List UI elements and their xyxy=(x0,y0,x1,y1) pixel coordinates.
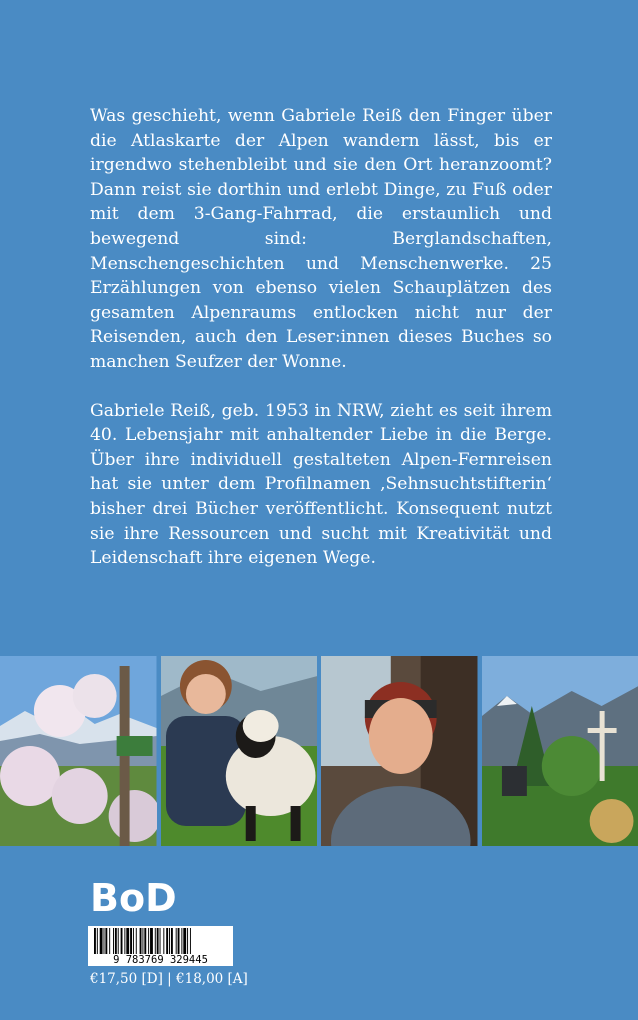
back-cover-blurb xyxy=(90,104,552,571)
description-paragraph: Was geschieht, wenn Gabriele Reiß den Finger über die Atlaskarte der Alpen wandern lässt, bis er irgendwo stehenbleibt und sie den Ort heranzoomt? Dann reist sie dorthin und erlebt Dinge, zu Fuß oder mit dem 3-Gang-Fahrrad, die erstaunlich und bewegend sind: Berglandschaften, Menschengeschichten und Menschenwerke. 25 Erzählungen von ebenso vielen Schauplätzen des gesamten Alpenraums entlocken nicht nur der Reisenden, auch den Leser:innen dieses Buches so manchen Seufzer der Wonne. xyxy=(90,106,552,372)
photo-mountain-cross xyxy=(482,656,638,846)
photo-woman-with-sheep xyxy=(161,656,318,846)
photo-apple-blossom-orchard xyxy=(0,656,157,846)
publisher-logo: BoD xyxy=(90,876,177,920)
photo-strip xyxy=(0,656,638,846)
isbn-digits: 9 783769 329445 xyxy=(88,954,233,966)
isbn-barcode xyxy=(88,926,233,966)
photo-author-portrait xyxy=(321,656,478,846)
author-bio-paragraph: Gabriele Reiß, geb. 1953 in NRW, zieht es seit ihrem 40. Lebensjahr mit anhaltender Liebe in die Berge. Über ihre individuell gestalteten Alpen-Fernreisen hat sie unter dem Profilnamen ‚Sehnsuchtstifterin‘ bisher drei Bücher veröffentlicht. Konsequent nutzt sie ihre Ressourcen und sucht mit Kreativität und Leidenschaft ihre eigenen Wege. xyxy=(90,400,552,569)
price-label: €17,50 [D] | €18,00 [A] xyxy=(90,971,248,987)
